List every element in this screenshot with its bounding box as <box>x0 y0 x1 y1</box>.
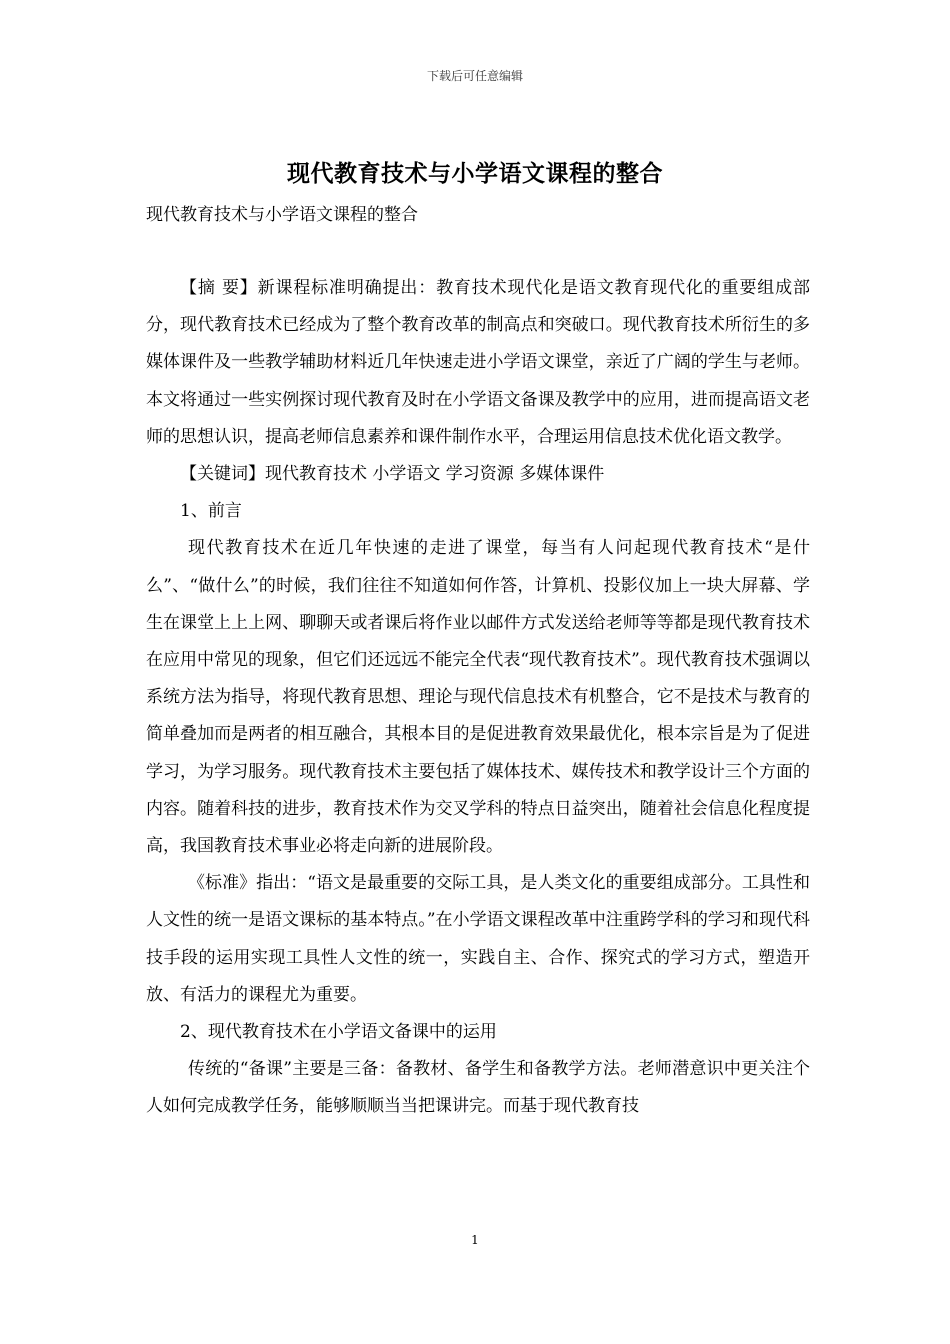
body-paragraph: 现代教育技术在近几年快速的走进了课堂，每当有人问起现代教育技术“是什么”、“做什么”的时候，我们往往不知道如何作答，计算机、投影仪加上一块大屏幕、学生在课堂上上上网、聊聊天或者课后将作业以邮件方式发送给老师等等都是现代教育技术在应用中常见的现象，但它们还远远不能完全代表“现代教育技术”。现代教育技术强调以系统方法为指导，将现代教育思想、理论与现代信息技术有机整合，它不是技术与教育的简单叠加而是两者的相互融合，其根本目的是促进教育效果最优化，根本宗旨是为了促进学习，为学习服务。现代教育技术主要包括了媒体技术、媒传技术和教学设计三个方面的内容。随着科技的进步，教育技术作为交叉学科的特点日益突出，随着社会信息化程度提高，我国教育技术事业必将走向新的进展阶段。 <box>146 538 810 857</box>
keywords-paragraph: 【关键词】现代教育技术 小学语文 学习资源 多媒体课件 <box>180 464 605 485</box>
document-body <box>146 270 810 1126</box>
document-title: 现代教育技术与小学语文课程的整合 <box>287 160 663 187</box>
section-heading-lesson-prep: 2、现代教育技术在小学语文备课中的运用 <box>180 1022 497 1043</box>
page-number: 1 <box>471 1233 479 1247</box>
section-heading-intro: 1、前言 <box>180 501 242 522</box>
header-note: 下载后可任意编辑 <box>426 69 523 83</box>
abstract-paragraph: 【摘 要】新课程标准明确提出：教育技术现代化是语文教育现代化的重要组成部分，现代教育技术已经成为了整个教育改革的制高点和突破口。现代教育技术所衍生的多媒体课件及一些教学辅助材料近几年快速走进小学语文课堂，亲近了广阔的学生与老师。本文将通过一些实例探讨现代教育及时在小学语文备课及教学中的应用，进而提高语文老师的思想认识，提高老师信息素养和课件制作水平，合理运用信息技术优化语文教学。 <box>146 278 810 447</box>
body-paragraph: 《标准》指出：“语文是最重要的交际工具，是人类文化的重要组成部分。工具性和人文性的统一是语文课标的基本特点。”在小学语文课程改革中注重跨学科的学习和现代科技手段的运用实现工具性人文性的统一，实践自主、合作、探究式的学习方式，塑造开放、有活力的课程尤为重要。 <box>146 873 810 1005</box>
body-paragraph: 传统的“备课”主要是三备：备教材、备学生和备教学方法。老师潜意识中更关注个人如何完成教学任务，能够顺顺当当把课讲完。而基于现代教育技 <box>146 1059 810 1117</box>
document-subtitle: 现代教育技术与小学语文课程的整合 <box>146 205 418 225</box>
